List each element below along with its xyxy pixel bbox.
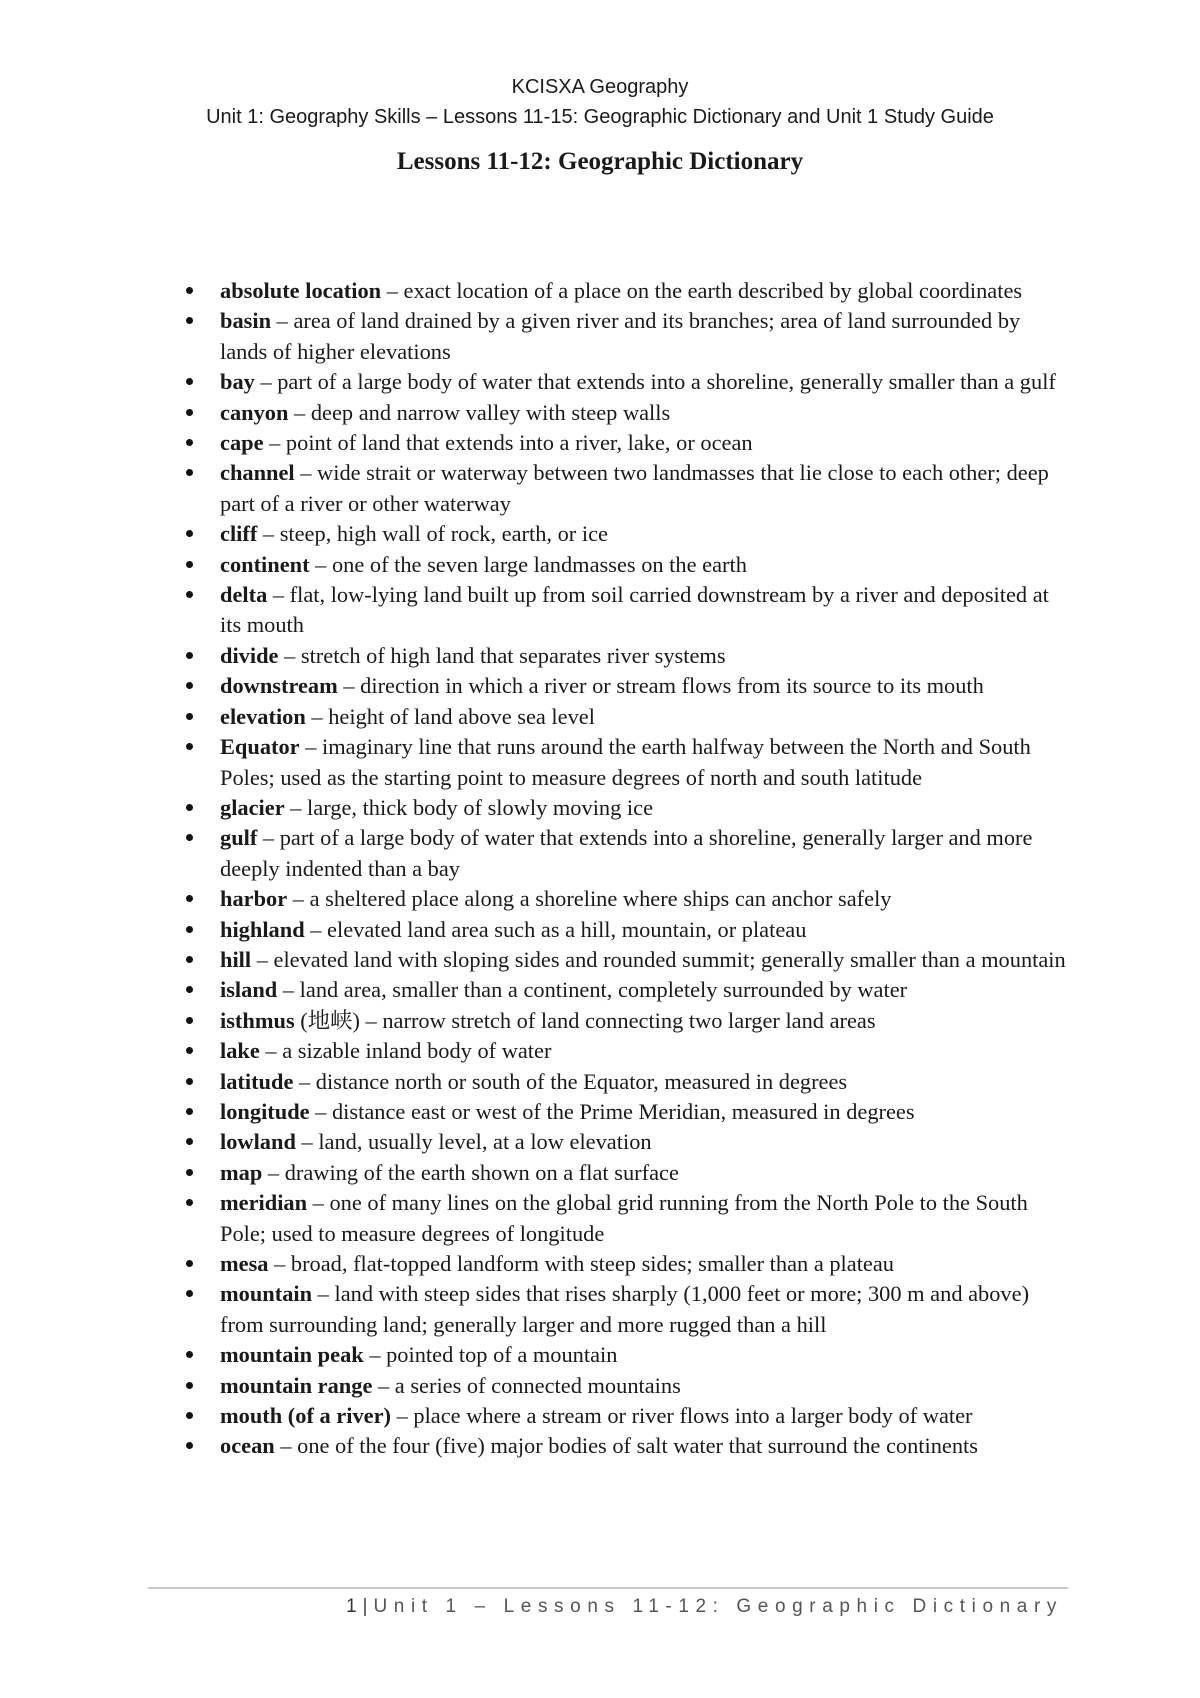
entry-term: map <box>220 1159 263 1185</box>
entry-term: glacier <box>220 794 285 820</box>
bullet-icon <box>186 1199 193 1206</box>
bullet-icon <box>186 1290 193 1297</box>
entry-term: lowland <box>220 1129 296 1155</box>
glossary-entry <box>186 1371 1066 1401</box>
glossary-entry <box>186 306 1066 367</box>
footer-divider <box>148 1587 1068 1589</box>
bullet-icon <box>186 1047 193 1054</box>
bullet-icon <box>186 439 193 446</box>
bullet-icon <box>186 713 193 720</box>
glossary-entry <box>186 1097 1066 1127</box>
entry-definition: – distance east or west of the Prime Meridian, measured in degrees <box>309 1098 915 1124</box>
entry-term: highland <box>220 916 305 942</box>
entry-term: delta <box>220 582 268 608</box>
entry-term: mountain range <box>220 1372 373 1398</box>
glossary-entry <box>186 519 1066 549</box>
glossary-entry <box>186 884 1066 914</box>
glossary-entry <box>186 975 1066 1005</box>
entry-definition: – point of land that extends into a river, lake, or ocean <box>263 430 753 456</box>
bullet-icon <box>186 317 193 324</box>
glossary-entry <box>186 580 1066 641</box>
glossary-entry <box>186 671 1066 701</box>
glossary-entry <box>186 458 1066 519</box>
entry-definition: – wide strait or waterway between two landmasses that lie close to each other; deep part of a river or other waterway <box>220 460 1049 516</box>
bullet-icon <box>186 834 193 841</box>
entry-term: ocean <box>220 1433 275 1459</box>
course-name: KCISXA Geography <box>511 76 689 98</box>
page-footer <box>346 1594 1063 1620</box>
glossary-entry <box>186 428 1066 458</box>
bullet-icon <box>186 895 193 902</box>
entry-definition: – broad, flat-topped landform with steep sides; smaller than a plateau <box>268 1251 895 1276</box>
glossary-entry <box>186 1249 1066 1279</box>
bullet-icon <box>186 1169 193 1176</box>
bullet-icon <box>186 561 193 568</box>
entry-definition: – land with steep sides that rises sharply (1,000 feet or more; 300 m and above) from surrounding land; generally larger and more rugged than a hill <box>220 1281 1030 1337</box>
entry-definition: – direction in which a river or stream flows from its source to its mouth <box>337 673 984 699</box>
glossary-entry <box>186 1340 1066 1370</box>
bullet-icon <box>186 1078 193 1085</box>
entry-definition: – place where a stream or river flows into a larger body of water <box>391 1403 973 1429</box>
entry-term: cliff <box>220 521 258 547</box>
entry-term: divide <box>220 642 279 668</box>
bullet-icon <box>186 986 193 993</box>
glossary-entry <box>186 732 1066 793</box>
bullet-icon <box>186 1382 193 1389</box>
unit-heading: Unit 1: Geography Skills – Lessons 11-15: Geographic Dictionary and Unit 1 Study Guide <box>206 106 994 128</box>
glossary-list <box>186 276 1066 1462</box>
entry-term: gulf <box>220 825 258 851</box>
entry-term: lake <box>220 1038 260 1064</box>
entry-definition: – pointed top of a mountain <box>363 1342 618 1368</box>
bullet-icon <box>186 378 193 385</box>
bullet-icon <box>186 682 193 689</box>
bullet-icon <box>186 530 193 537</box>
glossary-entry <box>186 1188 1066 1249</box>
entry-term: cape <box>220 430 264 456</box>
bullet-icon <box>186 804 193 811</box>
glossary-entry <box>186 550 1066 580</box>
bullet-icon <box>186 1108 193 1115</box>
entry-definition: – elevated land area such as a hill, mountain, or plateau <box>304 916 807 942</box>
glossary-entry <box>186 1401 1066 1431</box>
bullet-icon <box>186 409 193 416</box>
entry-term: meridian <box>220 1190 308 1216</box>
entry-term: hill <box>220 946 252 972</box>
entry-definition: – part of a large body of water that extends into a shoreline, generally smaller than a gulf <box>254 369 1056 395</box>
entry-term: bay <box>220 369 255 395</box>
bullet-icon <box>186 1260 193 1267</box>
entry-term: continent <box>220 551 310 577</box>
bullet-icon <box>186 1351 193 1358</box>
entry-definition: – distance north or south of the Equator, measured in degrees <box>293 1068 848 1094</box>
glossary-entry <box>186 1431 1066 1461</box>
glossary-entry <box>186 945 1066 975</box>
entry-term: isthmus <box>220 1007 295 1033</box>
entry-definition: – height of land above sea level <box>305 703 595 729</box>
glossary-entry <box>186 367 1066 397</box>
page-number: 1 <box>345 1596 357 1617</box>
entry-term: mesa <box>220 1251 269 1276</box>
bullet-icon <box>186 956 193 963</box>
entry-term: Equator <box>220 734 300 760</box>
glossary-entry <box>186 823 1066 884</box>
entry-definition: – one of the seven large landmasses on the earth <box>309 551 747 577</box>
glossary-entry <box>186 915 1066 945</box>
glossary-entry <box>186 1279 1066 1340</box>
glossary-entry <box>186 702 1066 732</box>
page-title: Lessons 11-12: Geographic Dictionary <box>396 148 804 175</box>
footer-separator: | <box>362 1596 368 1617</box>
entry-definition: – flat, low-lying land built up from soil carried downstream by a river and deposited at its mouth <box>220 582 1049 638</box>
entry-term: absolute location <box>220 278 382 303</box>
entry-definition: – a sheltered place along a shoreline where ships can anchor safely <box>287 886 892 912</box>
entry-term: elevation <box>220 703 306 729</box>
entry-definition: – land area, smaller than a continent, completely surrounded by water <box>277 977 908 1003</box>
entry-definition: – land, usually level, at a low elevation <box>295 1129 652 1155</box>
bullet-icon <box>186 1138 193 1145</box>
entry-term: mouth (of a river) <box>220 1403 391 1429</box>
entry-definition: – one of many lines on the global grid running from the North Pole to the South Pole; used to measure degrees of longitude <box>220 1190 1028 1246</box>
entry-term: basin <box>220 308 272 334</box>
glossary-entry <box>186 793 1066 823</box>
glossary-entry <box>186 1006 1066 1036</box>
glossary-entry <box>186 1158 1066 1188</box>
bullet-icon <box>186 1412 193 1419</box>
bullet-icon <box>186 591 193 598</box>
bullet-icon <box>186 652 193 659</box>
bullet-icon <box>186 743 193 750</box>
entry-term: mountain <box>220 1281 313 1307</box>
glossary-entry <box>186 276 1066 306</box>
glossary-entry <box>186 641 1066 671</box>
entry-definition: – steep, high wall of rock, earth, or ice <box>257 521 608 547</box>
bullet-icon <box>186 1442 193 1449</box>
entry-definition: – large, thick body of slowly moving ice <box>284 794 654 820</box>
entry-definition: (地峡) – narrow stretch of land connecting two larger land areas <box>294 1007 876 1033</box>
glossary-entry <box>186 398 1066 428</box>
entry-term: longitude <box>220 1098 310 1124</box>
entry-definition: – imaginary line that runs around the earth halfway between the North and South Poles; used as the starting point to measure degrees of north and south latitude <box>220 734 1031 790</box>
footer-text: Unit 1 – Lessons 11-12: Geographic Dictionary <box>373 1596 1063 1617</box>
bullet-icon <box>186 1017 193 1024</box>
entry-definition: – area of land drained by a given river and its branches; area of land surrounded by lands of higher elevations <box>220 308 1021 364</box>
glossary-entry <box>186 1127 1066 1157</box>
entry-definition: – exact location of a place on the earth described by global coordinates <box>381 278 1023 303</box>
entry-definition: – deep and narrow valley with steep walls <box>288 399 671 425</box>
entry-term: latitude <box>220 1068 294 1094</box>
entry-definition: – drawing of the earth shown on a flat surface <box>262 1159 679 1185</box>
entry-term: mountain peak <box>220 1342 364 1368</box>
entry-definition: – stretch of high land that separates river systems <box>278 642 726 668</box>
entry-term: harbor <box>220 886 288 912</box>
entry-definition: – elevated land with sloping sides and rounded summit; generally smaller than a mountain <box>251 946 1066 972</box>
entry-definition: – a sizable inland body of water <box>259 1038 552 1064</box>
entry-term: island <box>220 977 278 1003</box>
bullet-icon <box>186 287 193 294</box>
entry-term: channel <box>220 460 295 486</box>
glossary-entry <box>186 1067 1066 1097</box>
entry-definition: – a series of connected mountains <box>372 1372 681 1398</box>
entry-term: downstream <box>220 673 338 699</box>
entry-definition: – part of a large body of water that extends into a shoreline, generally larger and more deeply indented than a bay <box>220 825 1033 881</box>
bullet-icon <box>186 469 193 476</box>
bullet-icon <box>186 926 193 933</box>
entry-term: canyon <box>220 399 289 425</box>
page-header <box>0 72 1200 132</box>
entry-definition: – one of the four (five) major bodies of salt water that surround the continents <box>274 1433 978 1459</box>
glossary-entry <box>186 1036 1066 1066</box>
